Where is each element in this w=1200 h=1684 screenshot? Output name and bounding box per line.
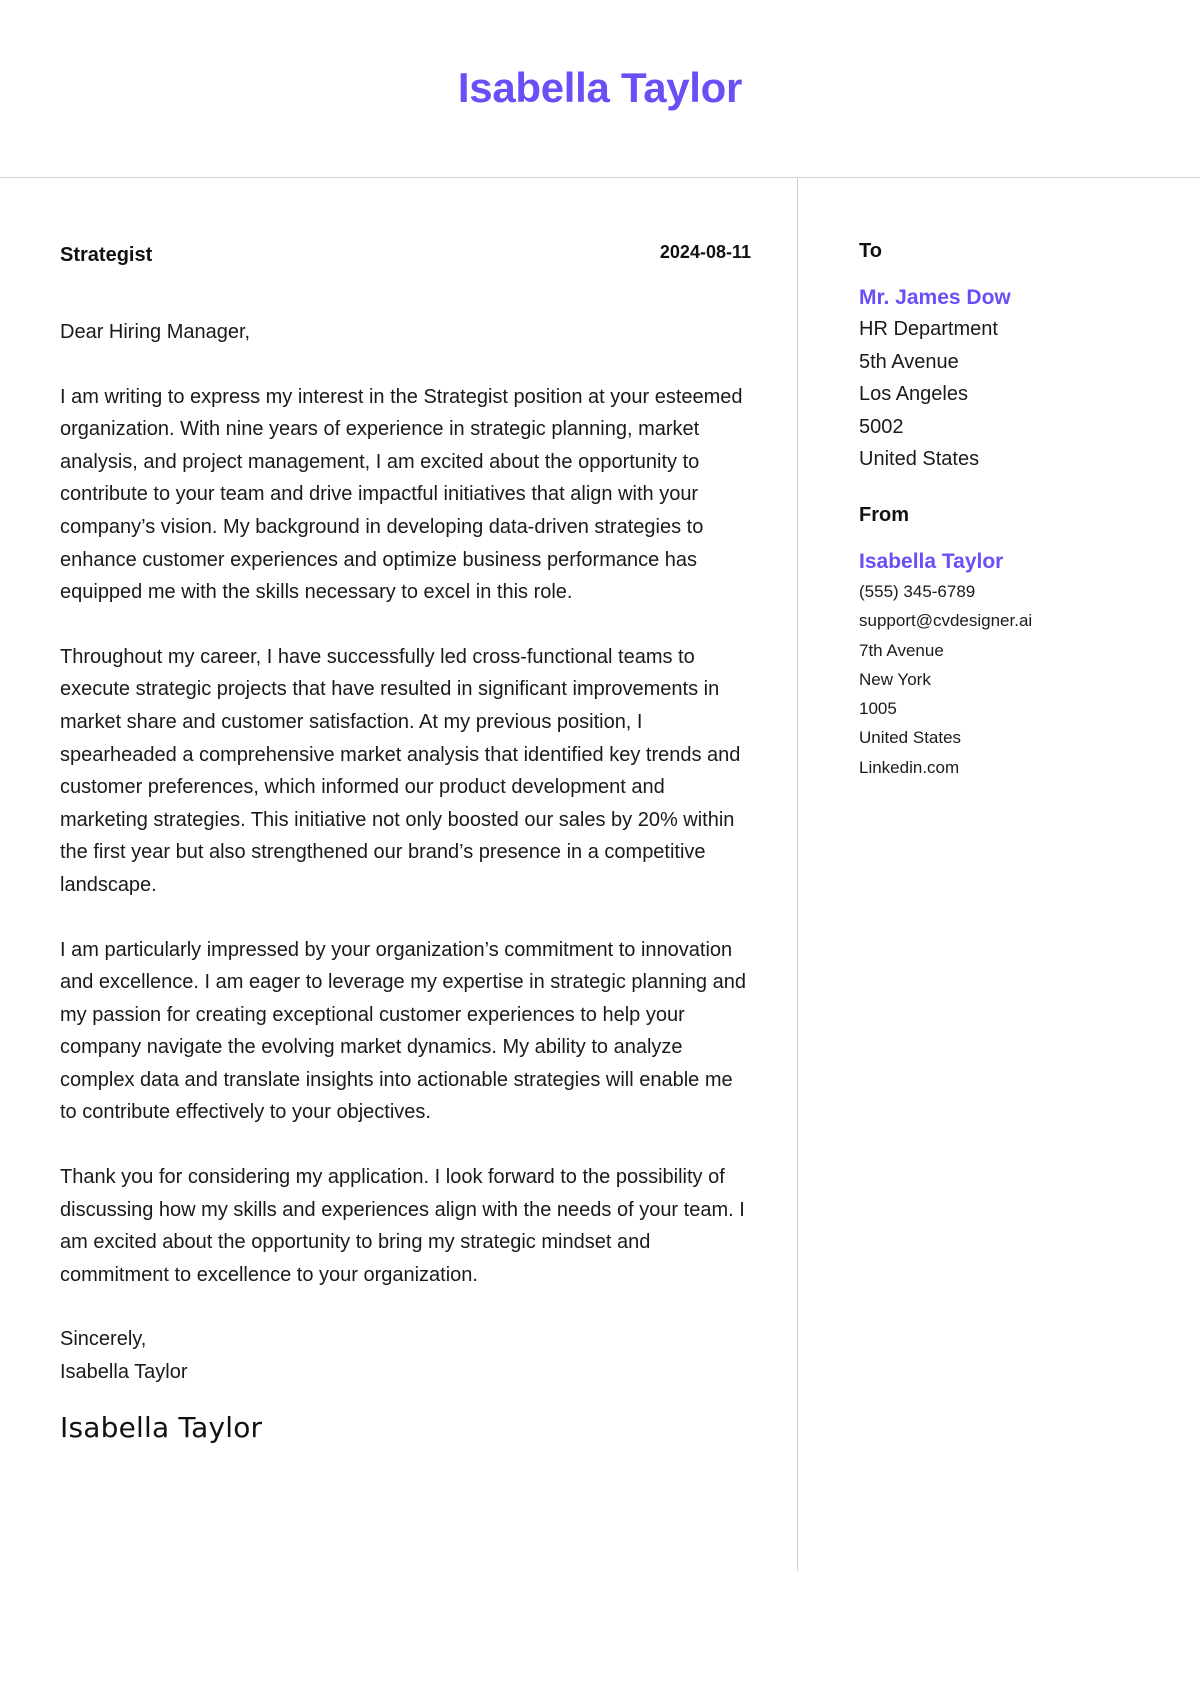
salutation: Dear Hiring Manager, <box>60 321 251 343</box>
sender-zip: 1005 <box>859 699 897 719</box>
body-paragraph-1: I am writing to express my interest in the Strategist position at your esteemed organization. With nine years of experience in strategic planning, market analysis, and project management, I am excited about the opportunity to contribute to your team and drive impactful initiatives that align with your company’s vision. My background in developing data-driven strategies to enhance customer experiences and optimize business performance has equipped me with the skills necessary to excel in this role. <box>60 385 743 604</box>
column-divider <box>797 178 798 1571</box>
closing-phrase: Sincerely, <box>60 1328 147 1351</box>
recipient-street: 5th Avenue <box>859 350 959 373</box>
letter-meta-row <box>60 240 751 294</box>
applicant-name-title: Isabella Taylor <box>457 64 743 111</box>
letter-header <box>0 0 1200 178</box>
body-paragraph-3: I am particularly impressed by your organization’s commitment to innovation and excellence. I am eager to leverage my expertise in strategic planning and my passion for creating exceptional customer experiences to help your company navigate the evolving market dynamics. My ability to analyze complex data and translate insights into actionable strategies will enable me to contribute effectively to your objectives. <box>60 938 746 1124</box>
to-label: To <box>859 240 882 262</box>
sender-website: Linkedin.com <box>859 757 960 777</box>
recipient-name: Mr. James Dow <box>859 286 1011 309</box>
body-paragraph-2: Throughout my career, I have successfully led cross-functional teams to execute strategic projects that have resulted in significant improvements in market share and customer satisfaction. At my previous position, I spearheaded a comprehensive market analysis that identified key trends and customer preferences, which informed our product development and marketing strategies. This initiative not only boosted our sales by 20% within the first year but also strengthened our brand’s presence in a competitive landscape. <box>60 645 741 896</box>
address-sidebar <box>859 240 1159 782</box>
sender-phone: (555) 345-6789 <box>859 581 976 601</box>
recipient-city: Los Angeles <box>859 383 968 406</box>
letter-date: 2024-08-11 <box>659 242 751 262</box>
sender-street: 7th Avenue <box>859 640 944 660</box>
sender-name: Isabella Taylor <box>859 549 1004 573</box>
recipient-department: HR Department <box>859 318 998 340</box>
signature: Isabella Taylor <box>60 1410 263 1444</box>
from-label: From <box>859 503 909 526</box>
closing-name: Isabella Taylor <box>60 1361 188 1384</box>
position-title: Strategist <box>60 244 153 266</box>
sender-email: support@cvdesigner.ai <box>859 611 1033 631</box>
letter-body <box>60 240 751 1444</box>
sender-country: United States <box>859 728 962 748</box>
recipient-country: United States <box>859 448 980 471</box>
recipient-zip: 5002 <box>859 415 904 438</box>
sender-city: New York <box>859 669 931 689</box>
body-paragraph-4: Thank you for considering my application. I look forward to the possibility of discussing how my skills and experiences align with the needs of your team. I am excited about the opportunity to bring my strategic mindset and commitment to excellence to your organization. <box>60 1166 745 1286</box>
closing-block <box>60 1323 751 1388</box>
